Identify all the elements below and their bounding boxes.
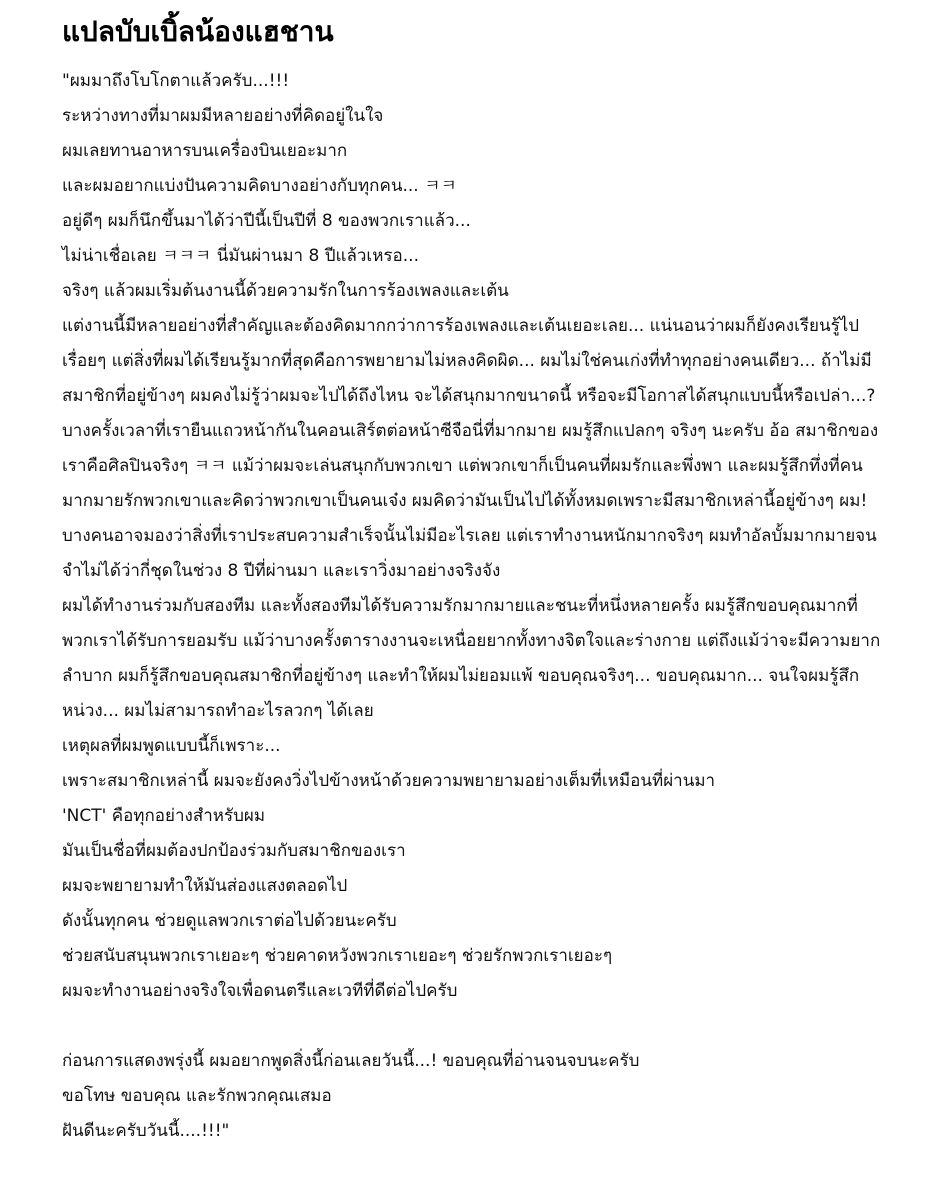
text-line: ไม่น่าเชื่อเลย ㅋㅋㅋ นี่มันผ่านมา 8 ปีแล้วเหรอ...: [62, 246, 419, 266]
text-line: ขอโทษ ขอบคุณ และรักพวกคุณเสมอ: [62, 1086, 332, 1106]
text-line: ก่อนการแสดงพรุ่งนี้ ผมอยากพูดสิ่งนี้ก่อนเลยวันนี้...! ขอบคุณที่อ่านจนจบนะครับ: [62, 1051, 640, 1071]
text-paragraph: แต่งานนี้มีหลายอย่างที่สำคัญและต้องคิดมากกว่าการร้องเพลงและเต้นเยอะเลย... แน่นอนว่าผมก็ยังคงเรียนรู้ไปเรื่อยๆ แต่สิ่งที่ผมได้เรียนรู้มากที่สุดคือการพยายามไม่หลงคิดผิด... ผมไม่ใช่คนเก่งที่ทำทุกอย่างคนเดียว... ถ้าไม่มีสมาชิกที่อยู่ข้างๆ ผมคงไม่รู้ว่าผมจะไปได้ถึงไหน จะได้สนุกมากขนาดนี้ หรือจะมีโอกาสได้สนุกแบบนี้หรือเปล่า...? บางครั้งเวลาที่เรายืนแถวหน้ากันในคอนเสิร์ตต่อหน้าซีจือนี่ที่มากมาย ผมรู้สึกแปลกๆ จริงๆ นะครับ อ้อ สมาชิกของเราคือศิลปินจริงๆ ㅋㅋ แม้ว่าผมจะเล่นสนุกกับพวกเขา แต่พวกเขาก็เป็นคนที่ผมรักและพึ่งพา และผมรู้สึกทึ่งที่คนมากมายรักพวกเขาและคิดว่าพวกเขาเป็นคนเจ๋ง ผมคิดว่ามันเป็นไปได้ทั้งหมดเพราะมีสมาชิกเหล่านี้อยู่ข้างๆ ผม! บางคนอาจมองว่าสิ่งที่เราประสบความสำเร็จนั้นไม่มีอะไรเลย แต่เราทำงานหนักมากจริงๆ ผมทำอัลบั้มมากมายจนจำไม่ได้ว่ากี่ชุดในช่วง 8 ปีที่ผ่านมา และเราวิ่งมาอย่างจริงจัง: [62, 316, 879, 581]
text-line: จริงๆ แล้วผมเริ่มต้นงานนี้ด้วยความรักในการร้องเพลงและเต้น: [62, 281, 509, 301]
text-line: มันเป็นชื่อที่ผมต้องปกป้องร่วมกับสมาชิกของเรา: [62, 841, 406, 861]
text-line: เหตุผลที่ผมพูดแบบนี้ก็เพราะ...: [62, 736, 281, 756]
text-line: 'NCT' คือทุกอย่างสำหรับผม: [62, 806, 266, 826]
text-line: เพราะสมาชิกเหล่านี้ ผมจะยังคงวิ่งไปข้างหน้าด้วยความพยายามอย่างเต็มที่เหมือนที่ผ่านมา: [62, 771, 716, 791]
text-line: ผมจะพยายามทำให้มันส่องแสงตลอดไป: [62, 876, 348, 896]
text-line: อยู่ดีๆ ผมก็นึกขึ้นมาได้ว่าปีนี้เป็นปีที่ 8 ของพวกเราแล้ว...: [62, 211, 471, 231]
paragraph-gap: [62, 1009, 882, 1044]
text-line: ช่วยสนับสนุนพวกเราเยอะๆ ช่วยคาดหวังพวกเราเยอะๆ ช่วยรักพวกเราเยอะๆ: [62, 946, 613, 966]
text-line: และผมอยากแบ่งปันความคิดบางอย่างกับทุกคน... ㅋㅋ: [62, 176, 457, 196]
text-line: "ผมมาถึงโบโกตาแล้วครับ...!!!: [62, 71, 290, 91]
text-paragraph: ผมได้ทำงานร่วมกับสองทีม และทั้งสองทีมได้รับความรักมากมายและชนะที่หนึ่งหลายครั้ง ผมรู้สึกขอบคุณมากที่พวกเราได้รับการยอมรับ แม้ว่าบางครั้งตารางงานจะเหนื่อยยากทั้งทางจิตใจและร่างกาย แต่ถึงแม้ว่าจะมีความยากลำบาก ผมก็รู้สึกขอบคุณสมาชิกที่อยู่ข้างๆ และทำให้ผมไม่ยอมแพ้ ขอบคุณจริงๆ... ขอบคุณมาก... จนใจผมรู้สึกหน่วง... ผมไม่สามารถทำอะไรลวกๆ ได้เลย: [62, 596, 881, 721]
document-body: [62, 64, 882, 1149]
text-line: ระหว่างทางที่มาผมมีหลายอย่างที่คิดอยู่ในใจ: [62, 106, 384, 126]
text-line: ผมเลยทานอาหารบนเครื่องบินเยอะมาก: [62, 141, 348, 161]
text-line: ผมจะทำงานอย่างจริงใจเพื่อดนตรีและเวทีที่ดีต่อไปครับ: [62, 981, 458, 1001]
document-title: แปลบับเบิ้ลน้องแฮชาน: [62, 15, 334, 48]
text-line: ดังนั้นทุกคน ช่วยดูแลพวกเราต่อไปด้วยนะครับ: [62, 911, 397, 931]
text-line: ฝันดีนะครับวันนี้....!!!": [62, 1121, 230, 1141]
